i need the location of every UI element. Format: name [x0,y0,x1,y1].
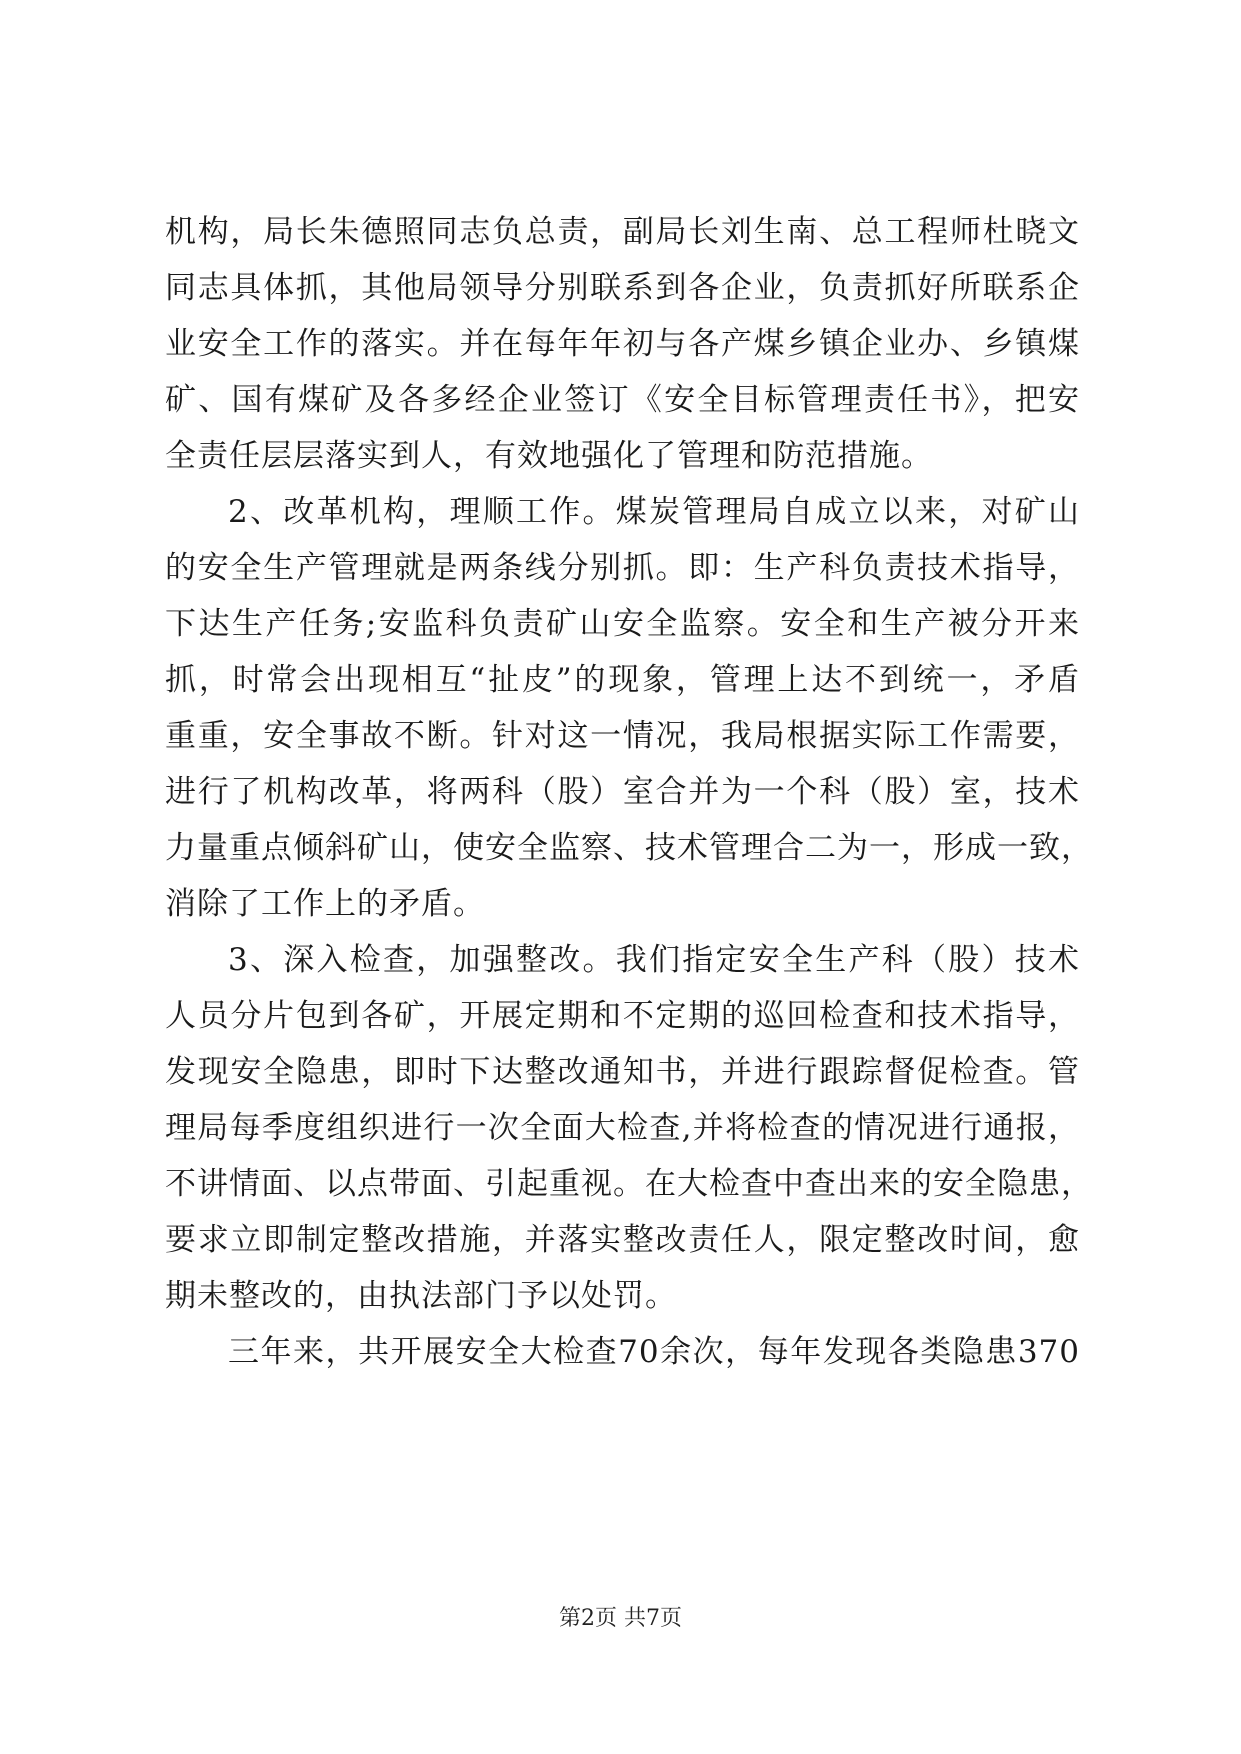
text-line: 抓，时常会出现相互“扯皮”的现象，管理上达不到统一，矛盾 [165,662,1080,698]
text-line: 的安全生产管理就是两条线分别抓。即：生产科负责技术指导， [165,550,1080,586]
text-line: 理局每季度组织进行一次全面大检查,并将检查的情况进行通报， [165,1110,1080,1146]
text-line: 要求立即制定整改措施，并落实整改责任人，限定整改时间，愈 [165,1222,1080,1258]
page-number-footer: 第2页 共7页 [559,1606,682,1631]
paragraph-heading-3: 3、深入检查，加强整改。我们指定安全生产科（股）技术 [228,942,1080,978]
text-line: 人员分片包到各矿，开展定期和不定期的巡回检查和技术指导， [165,998,1080,1034]
text-line: 进行了机构改革，将两科（股）室合并为一个科（股）室，技术 [165,774,1080,810]
text-line: 重重，安全事故不断。针对这一情况，我局根据实际工作需要， [165,718,1080,754]
text-line: 消除了工作上的矛盾。 [165,886,485,922]
text-line: 力量重点倾斜矿山，使安全监察、技术管理合二为一，形成一致， [165,830,1093,866]
text-line: 不讲情面、以点带面、引起重视。在大检查中查出来的安全隐患， [165,1166,1093,1202]
text-line: 期未整改的，由执法部门予以处罚。 [165,1278,677,1314]
paragraph-heading-2: 2、改革机构，理顺工作。煤炭管理局自成立以来，对矿山 [228,494,1080,530]
text-line: 同志具体抓，其他局领导分别联系到各企业，负责抓好所联系企 [165,270,1080,306]
text-line: 发现安全隐患，即时下达整改通知书，并进行跟踪督促检查。管 [165,1054,1080,1090]
text-line: 业安全工作的落实。并在每年年初与各产煤乡镇企业办、乡镇煤 [165,326,1080,362]
text-line: 机构，局长朱德照同志负总责，副局长刘生南、总工程师杜晓文 [165,214,1080,250]
text-line: 矿、国有煤矿及各多经企业签订《安全目标管理责任书》，把安 [165,382,1080,418]
text-line: 全责任层层落实到人，有效地强化了管理和防范措施。 [165,438,933,474]
text-line: 下达生产任务;安监科负责矿山安全监察。安全和生产被分开来 [165,606,1080,642]
text-line: 三年来，共开展安全大检查70余次，每年发现各类隐患370 [228,1334,1080,1370]
